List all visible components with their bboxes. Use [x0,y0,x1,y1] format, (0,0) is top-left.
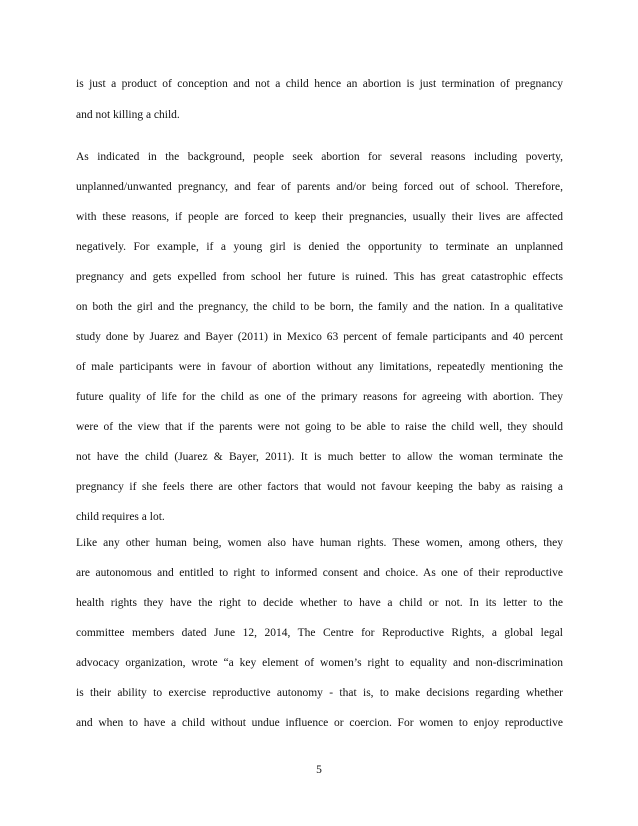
paragraph-line: unplanned/unwanted pregnancy, and fear of parents and/or being forced out of school. Therefore, [76,181,563,193]
paragraph-line: As indicated in the background, people seek abortion for several reasons including poverty, [76,151,563,163]
paragraph-line: were of the view that if the parents were not going to be able to raise the child well, they should [76,421,563,433]
paragraph-line: not have the child (Juarez & Bayer, 2011). It is much better to allow the woman terminate the [76,451,563,463]
paragraph-line: pregnancy if she feels there are other factors that would not favour keeping the baby as raising a [76,481,563,493]
paragraph-line: is just a product of conception and not a child hence an abortion is just termination of pregnancy [76,78,563,90]
paragraph-line: committee members dated June 12, 2014, The Centre for Reproductive Rights, a global legal [76,627,563,639]
paragraph-line: future quality of life for the child as one of the primary reasons for agreeing with abortion. They [76,391,563,403]
paragraph-line: health rights they have the right to decide whether to have a child or not. In its letter to the [76,597,563,609]
paragraph-line: is their ability to exercise reproductive autonomy - that is, to make decisions regarding whether [76,687,563,699]
paragraph-line: pregnancy and gets expelled from school her future is ruined. This has great catastrophic effects [76,271,563,283]
paragraph-line: child requires a lot. [76,511,165,523]
page-number: 5 [316,764,322,776]
paragraph-line: study done by Juarez and Bayer (2011) in Mexico 63 percent of female participants and 40 percent [76,331,563,343]
paragraph-line: with these reasons, if people are forced to keep their pregnancies, usually their lives are affected [76,211,563,223]
paragraph-line: negatively. For example, if a young girl is denied the opportunity to terminate an unplanned [76,241,563,253]
paragraph-line: Like any other human being, women also have human rights. These women, among others, they [76,537,563,549]
paragraph-line: of male participants were in favour of abortion without any limitations, repeatedly mentioning the [76,361,563,373]
paragraph-line: on both the girl and the pregnancy, the child to be born, the family and the nation. In a qualitative [76,301,563,313]
paragraph-line: advocacy organization, wrote “a key element of women’s right to equality and non-discrimination [76,657,563,669]
paragraph-line: are autonomous and entitled to right to informed consent and choice. As one of their reproductive [76,567,563,579]
paragraph-line: and not killing a child. [76,109,180,121]
paragraph-line: and when to have a child without undue influence or coercion. For women to enjoy reproductive [76,717,563,729]
